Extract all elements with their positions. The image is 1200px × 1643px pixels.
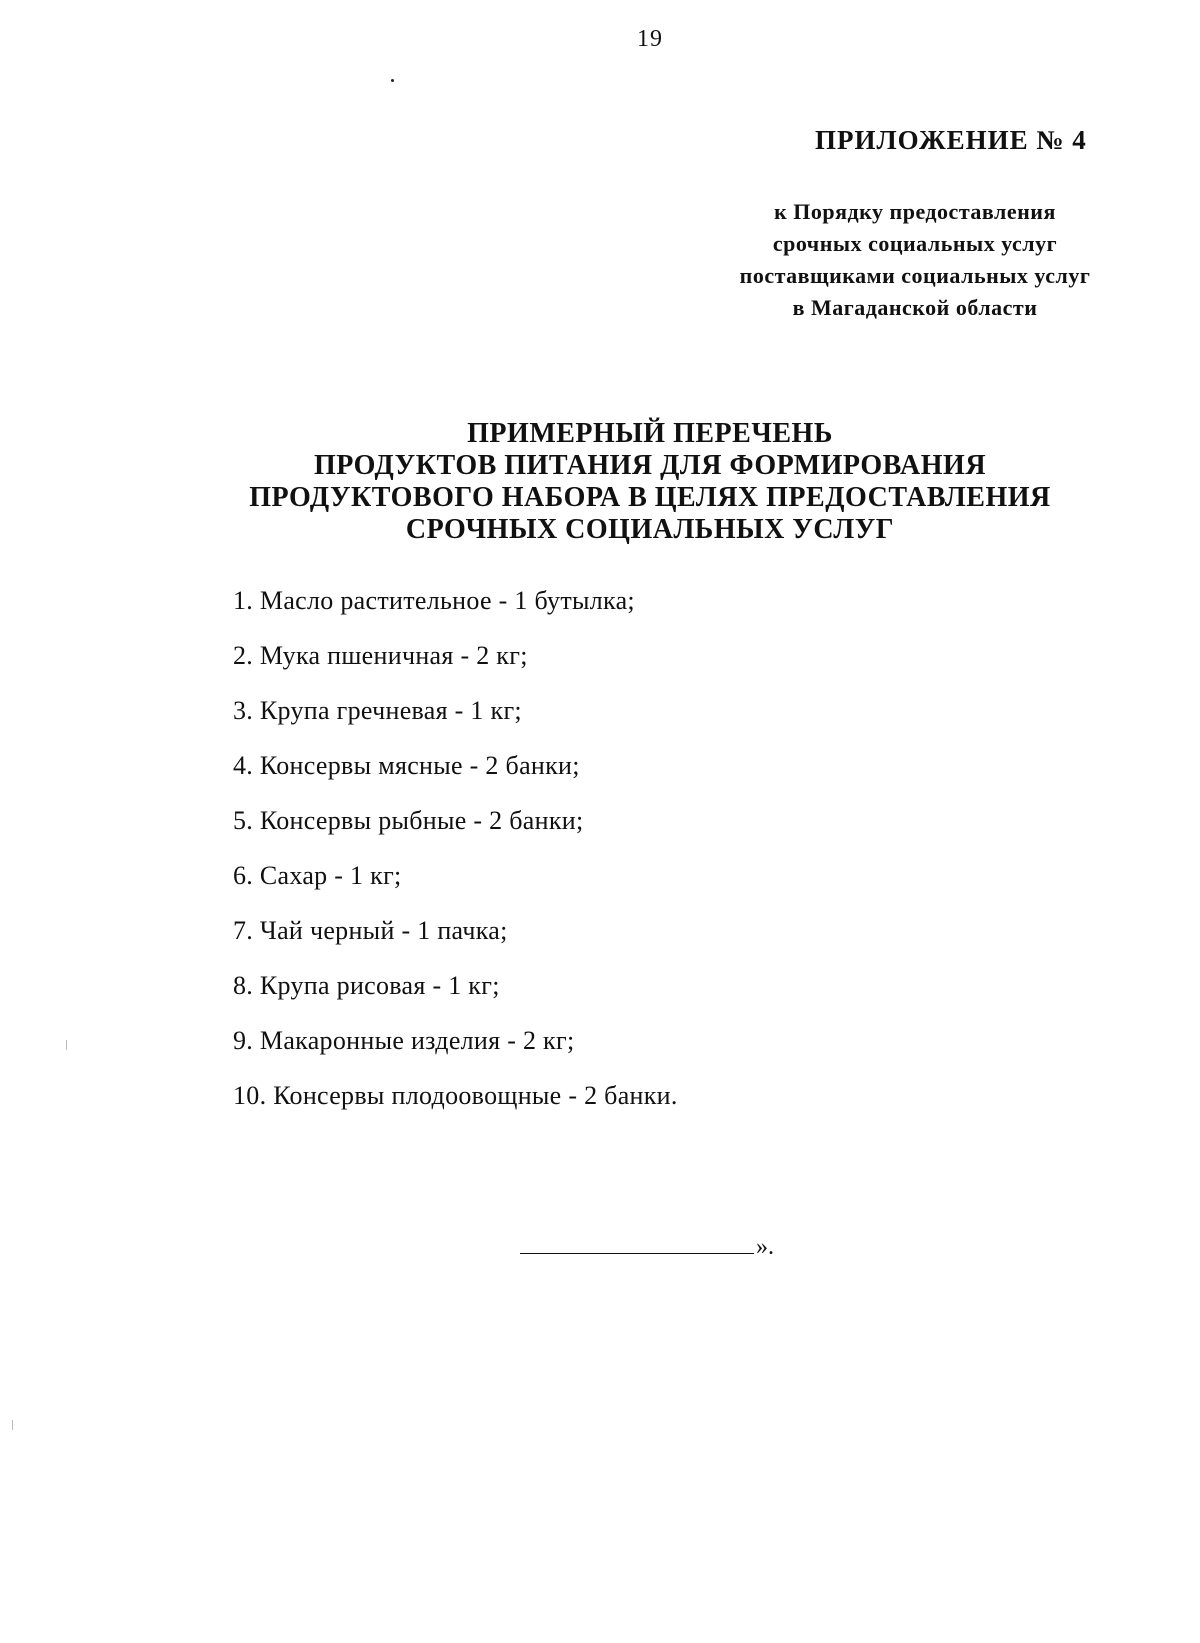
appendix-subtitle-line: в Магаданской области: [792, 295, 1038, 320]
closing-underline: [520, 1253, 754, 1254]
appendix-subtitle-line: поставщиками социальных услуг: [739, 263, 1091, 288]
list-item: 3. Крупа гречневая - 1 кг;: [233, 696, 522, 725]
document-title: [200, 418, 1100, 546]
list-item: 1. Масло растительное - 1 бутылка;: [233, 586, 635, 615]
appendix-subtitle: [700, 196, 1130, 324]
scan-margin-mark: [66, 1040, 67, 1050]
list-item: 10. Консервы плодоовощные - 2 банки.: [233, 1081, 678, 1110]
list-item: 2. Мука пшеничная - 2 кг;: [233, 641, 528, 670]
list-item: 9. Макаронные изделия - 2 кг;: [233, 1026, 575, 1055]
product-list: [233, 584, 678, 1134]
document-title-line: СРОЧНЫХ СОЦИАЛЬНЫХ УСЛУГ: [405, 514, 895, 545]
scan-speck: [391, 79, 394, 82]
list-item: 6. Сахар - 1 кг;: [233, 861, 402, 890]
document-title-line: ПРОДУКТОВОГО НАБОРА В ЦЕЛЯХ ПРЕДОСТАВЛЕНИЯ: [249, 482, 1051, 513]
appendix-subtitle-line: срочных социальных услуг: [772, 231, 1058, 256]
document-title-line: ПРОДУКТОВ ПИТАНИЯ ДЛЯ ФОРМИРОВАНИЯ: [313, 450, 987, 481]
document-title-line: ПРИМЕРНЫЙ ПЕРЕЧЕНЬ: [467, 418, 833, 449]
list-item: 8. Крупа рисовая - 1 кг;: [233, 971, 500, 1000]
list-item: 5. Консервы рыбные - 2 банки;: [233, 806, 584, 835]
list-item: 4. Консервы мясные - 2 банки;: [233, 751, 580, 780]
closing-mark: [520, 1234, 774, 1261]
page-number: 19: [637, 26, 663, 52]
appendix-subtitle-line: к Порядку предоставления: [774, 199, 1056, 224]
closing-quote: ».: [756, 1234, 774, 1260]
scan-margin-mark: [12, 1420, 13, 1430]
list-item: 7. Чай черный - 1 пачка;: [233, 916, 508, 945]
appendix-title: ПРИЛОЖЕНИЕ № 4: [815, 125, 1087, 155]
